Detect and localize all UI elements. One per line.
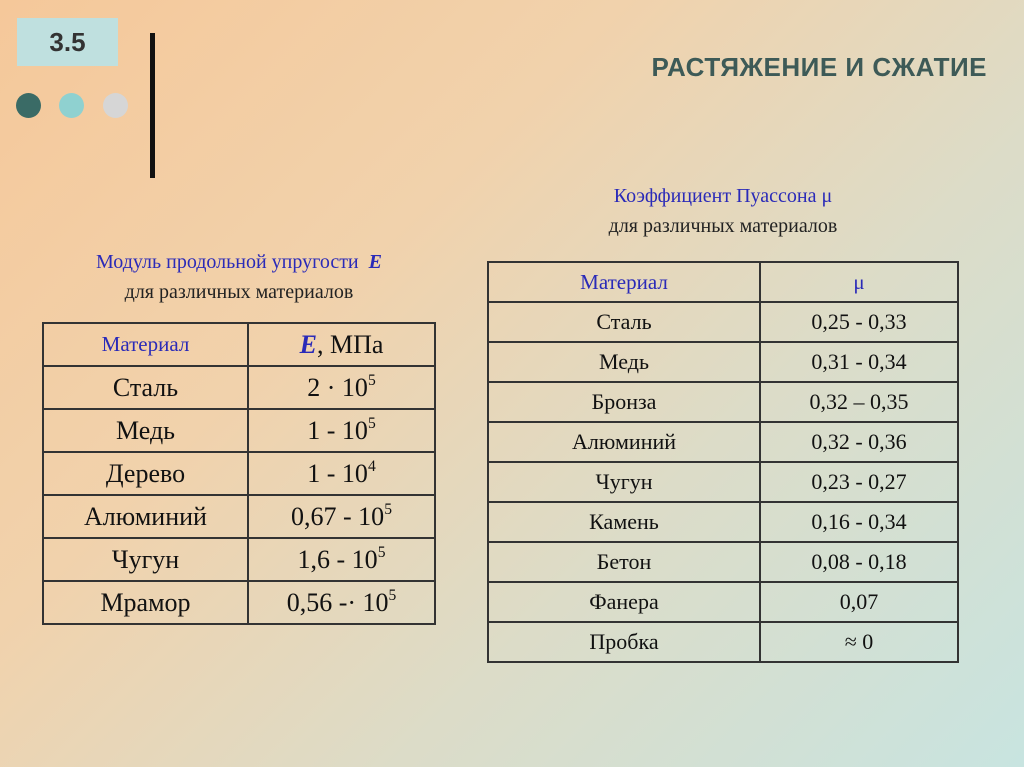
cell-material: Медь xyxy=(43,409,248,452)
slide-number: 3.5 xyxy=(17,18,118,66)
table-row xyxy=(43,452,435,495)
cell-mu-value: 0,31 - 0,34 xyxy=(760,342,958,382)
cell-mu-value: 0,25 - 0,33 xyxy=(760,302,958,342)
table-row xyxy=(488,582,958,622)
left-caption xyxy=(42,247,436,307)
cell-e-value xyxy=(248,452,435,495)
cell-material: Чугун xyxy=(488,462,760,502)
cell-material: Алюминий xyxy=(488,422,760,462)
decor-dot-grey xyxy=(103,93,128,118)
header-material: Материал xyxy=(43,323,248,366)
right-caption-line1: Коэффициент Пуассона xyxy=(613,185,817,207)
table-row xyxy=(488,342,958,382)
cell-e-value xyxy=(248,409,435,452)
cell-material: Пробка xyxy=(488,622,760,662)
left-caption-line1: Модуль продольной упругости xyxy=(96,251,359,273)
table-row xyxy=(488,382,958,422)
e-symbol: E xyxy=(299,329,317,359)
cell-material: Дерево xyxy=(43,452,248,495)
e-mantissa: 1 - 10 xyxy=(307,458,368,488)
decor-dot-teal xyxy=(59,93,84,118)
cell-mu-value: 0,07 xyxy=(760,582,958,622)
cell-e-value xyxy=(248,538,435,581)
table-row xyxy=(43,366,435,409)
e-exponent: 5 xyxy=(377,543,386,561)
cell-material: Бронза xyxy=(488,382,760,422)
cell-mu-value: 0,32 - 0,36 xyxy=(760,422,958,462)
e-mantissa: 0,56 -· 10 xyxy=(286,587,389,617)
cell-material: Сталь xyxy=(43,366,248,409)
poisson-table xyxy=(487,261,959,663)
cell-material: Камень xyxy=(488,502,760,542)
header-mu: μ xyxy=(760,262,958,302)
cell-material: Медь xyxy=(488,342,760,382)
vertical-divider xyxy=(150,33,155,178)
table-row xyxy=(488,622,958,662)
slide-title: РАСТЯЖЕНИЕ И СЖАТИЕ xyxy=(651,52,987,82)
cell-mu-value: ≈ 0 xyxy=(760,622,958,662)
table-row xyxy=(488,462,958,502)
cell-material: Фанера xyxy=(488,582,760,622)
table-row xyxy=(488,302,958,342)
cell-material: Бетон xyxy=(488,542,760,582)
cell-mu-value: 0,16 - 0,34 xyxy=(760,502,958,542)
e-exponent: 5 xyxy=(367,414,376,432)
left-caption-symbol: E xyxy=(368,251,382,273)
e-mantissa: 0,67 - 10 xyxy=(291,501,385,531)
header-e-mpa xyxy=(248,323,435,366)
table-row xyxy=(43,495,435,538)
e-exponent: 5 xyxy=(388,586,397,604)
e-unit: , МПа xyxy=(316,329,384,359)
table-row xyxy=(488,542,958,582)
cell-mu-value: 0,23 - 0,27 xyxy=(760,462,958,502)
e-exponent: 4 xyxy=(367,457,376,475)
cell-material: Алюминий xyxy=(43,495,248,538)
table-row xyxy=(43,538,435,581)
cell-material: Сталь xyxy=(488,302,760,342)
e-exponent: 5 xyxy=(367,371,376,389)
e-exponent: 5 xyxy=(384,500,392,518)
header-material: Материал xyxy=(488,262,760,302)
table-row xyxy=(43,581,435,624)
table-row xyxy=(488,422,958,462)
right-caption xyxy=(487,181,959,241)
e-mantissa: 1 - 10 xyxy=(307,415,368,445)
cell-e-value xyxy=(248,581,435,624)
decor-dot-dark xyxy=(16,93,41,118)
table-header-row xyxy=(43,323,435,366)
cell-material: Чугун xyxy=(43,538,248,581)
table-row xyxy=(43,409,435,452)
right-caption-line2: для различных материалов xyxy=(608,215,838,237)
e-mantissa: 2 · 10 xyxy=(307,372,368,402)
cell-mu-value: 0,08 - 0,18 xyxy=(760,542,958,582)
cell-material: Мрамор xyxy=(43,581,248,624)
elasticity-table xyxy=(42,322,436,625)
left-caption-line2: для различных материалов xyxy=(124,281,354,303)
table-header-row xyxy=(488,262,958,302)
e-mantissa: 1,6 - 10 xyxy=(297,544,378,574)
cell-e-value xyxy=(248,495,435,538)
right-caption-symbol: μ xyxy=(821,185,833,207)
cell-mu-value: 0,32 – 0,35 xyxy=(760,382,958,422)
cell-e-value xyxy=(248,366,435,409)
table-row xyxy=(488,502,958,542)
